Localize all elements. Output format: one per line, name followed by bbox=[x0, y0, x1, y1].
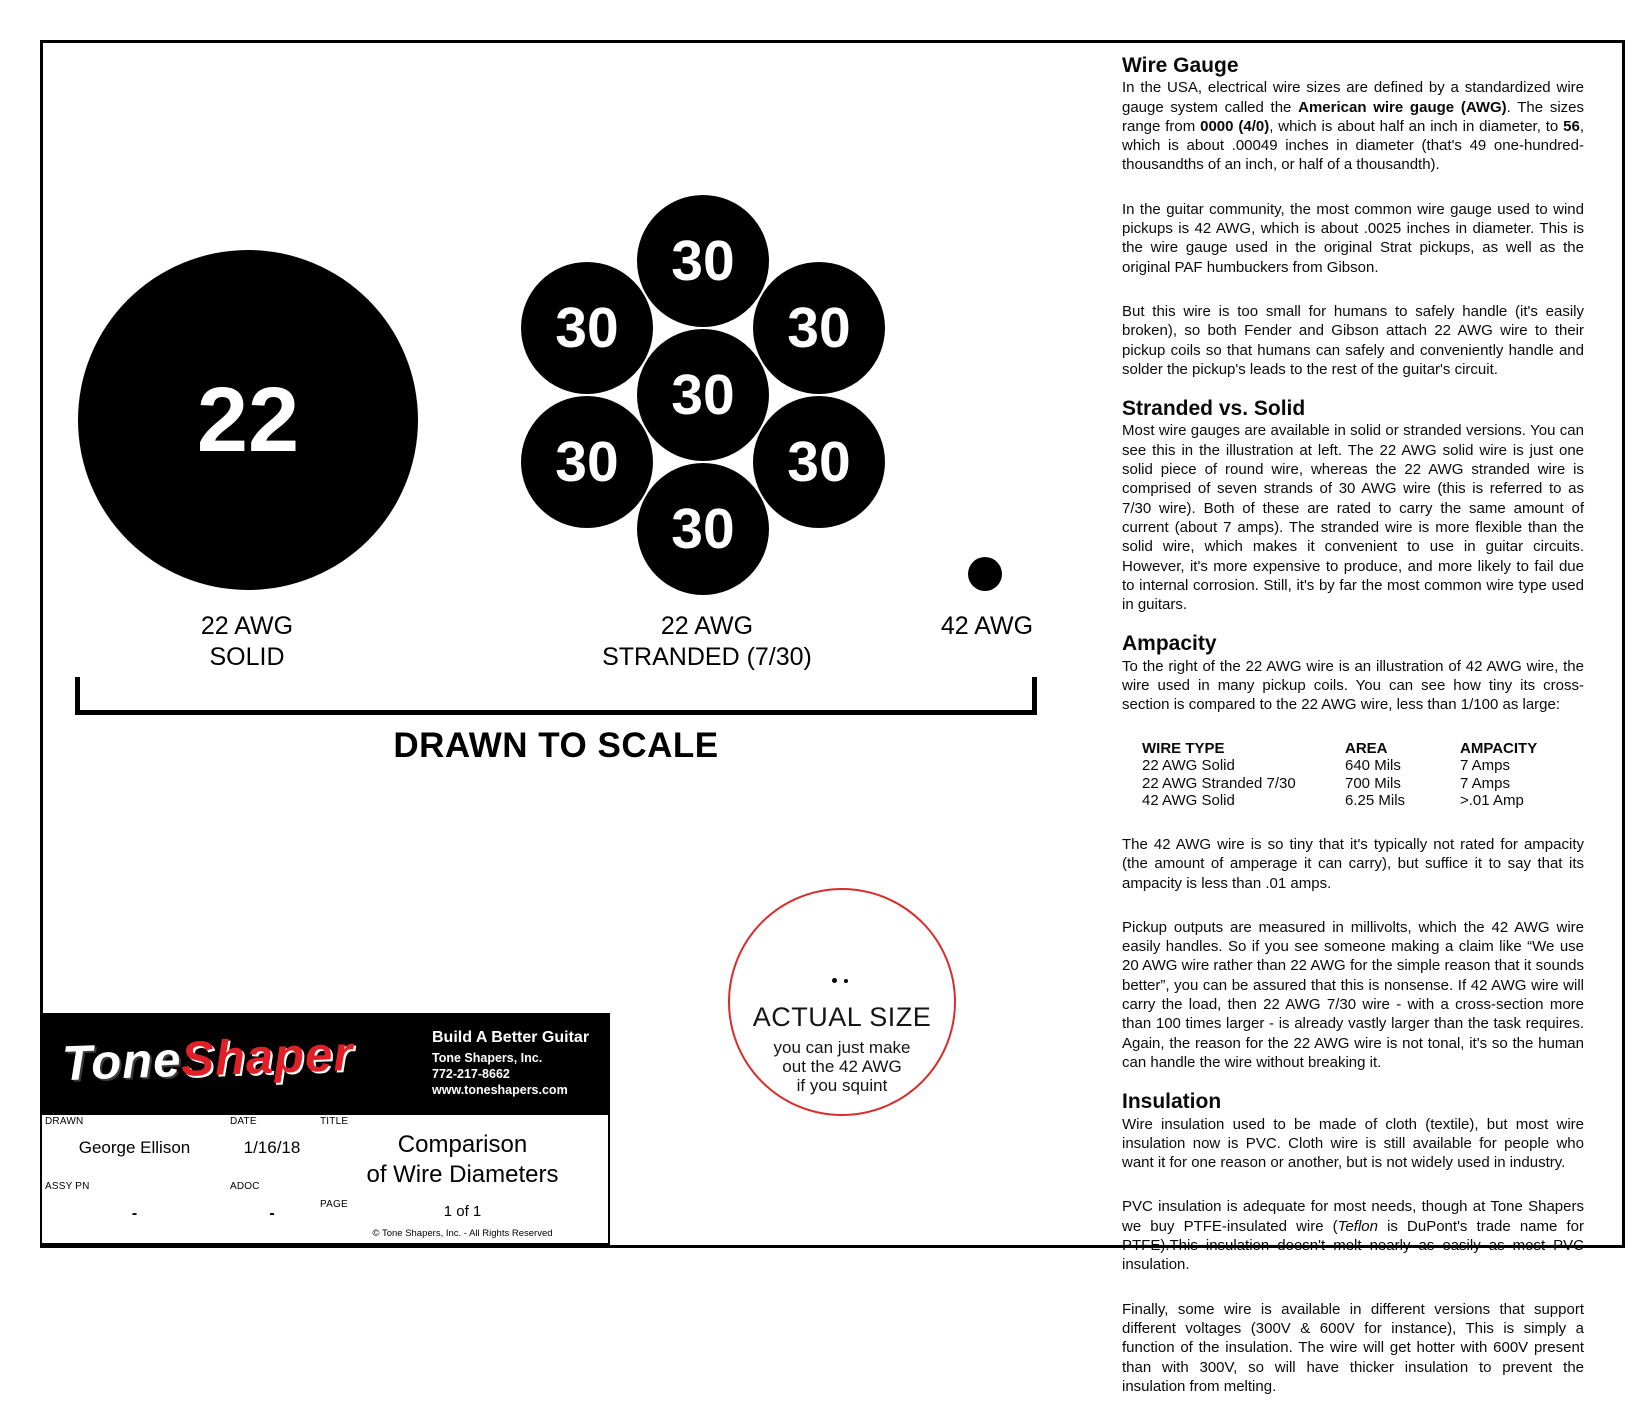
titleblock-cell-adoc bbox=[227, 1180, 317, 1247]
caption-stranded bbox=[512, 611, 902, 673]
document-title bbox=[366, 1124, 558, 1190]
actual-size-note-line2: out the 42 AWG bbox=[782, 1057, 902, 1076]
adoc-value: - bbox=[269, 1204, 275, 1222]
paragraph: But this wire is too small for humans to safely handle (it's easily broken), so both Fender and Gibson attach 22 AWG wire to their pickup coils so that humans can safely and conveniently handle and solder the pickup's leads to the rest of the guitar's circuit. bbox=[1122, 302, 1584, 378]
logo-word-tone: Tone bbox=[61, 1032, 183, 1092]
table-cell: 22 AWG Solid bbox=[1142, 757, 1235, 775]
section-heading: Ampacity bbox=[1122, 632, 1217, 656]
document-title-line1: Comparison bbox=[397, 1130, 528, 1158]
table-cell: 7 Amps bbox=[1460, 757, 1511, 775]
logo-band bbox=[42, 1015, 608, 1115]
caption-solid-line2: SOLID bbox=[209, 643, 285, 671]
company-phone: 772-217-8662 bbox=[432, 1067, 510, 1081]
paragraph: In the guitar community, the most common wire gauge used to wind pickups is 42 AWG, which is about .0025 inches in diameter. This is the wire gauge used in the original Strat pickups, as well as the original PAF humbuckers from Gibson. bbox=[1122, 200, 1584, 276]
caption-solid bbox=[97, 611, 397, 673]
assy-pn-label: ASSY PN bbox=[45, 1181, 90, 1192]
actual-size-note bbox=[730, 1038, 954, 1095]
scale-bracket-tick-right bbox=[1032, 677, 1037, 715]
table-header-row bbox=[1142, 740, 1584, 758]
strand-circle: 30 bbox=[753, 396, 885, 528]
document-title-line2: of Wire Diameters bbox=[366, 1160, 559, 1188]
table-cell: AMPACITY bbox=[1460, 739, 1538, 757]
strand-circle: 30 bbox=[521, 396, 653, 528]
section-heading: Wire Gauge bbox=[1122, 54, 1239, 77]
drawn-label: DRAWN bbox=[45, 1116, 84, 1127]
paragraph: Most wire gauges are available in solid or stranded versions. You can see this in the illustration at left. The 22 AWG solid wire is just one solid piece of round wire, whereas the 22 AWG stranded wire is comprised of seven strands of 30 AWG wire (this is referred to as 7/30 wire). Both of these are rated to carry the same amount of current (about 7 amps). The stranded wire is more flexible than the solid wire, which makes it convenient to use in guitar circuits. However, it's more expensive to produce, and more likely to fail due to internal corrosion. Still, it's by far the most common wire type used in guitars. bbox=[1122, 422, 1584, 614]
table-cell: WIRE TYPE bbox=[1142, 739, 1225, 757]
strand-circle: 30 bbox=[637, 463, 769, 595]
paragraph: PVC insulation is adequate for most needs, though at Tone Shapers we buy PTFE-insulated wire (Teflon is DuPont's trade name for PTFE).This insulation doesn't melt nearly as easily as most PVC insulation. bbox=[1122, 1198, 1584, 1274]
caption-solid-line1: 22 AWG bbox=[200, 612, 294, 640]
solid-wire-circle bbox=[78, 250, 418, 590]
section-heading: Stranded vs. Solid bbox=[1122, 397, 1306, 421]
date-label: DATE bbox=[230, 1116, 257, 1127]
actual-size-dot-22awg bbox=[832, 978, 837, 983]
company-name: Tone Shapers, Inc. bbox=[432, 1051, 543, 1065]
actual-size-dot-42awg bbox=[844, 979, 848, 983]
caption-tiny-line1: 42 AWG bbox=[940, 612, 1034, 640]
table-cell: 22 AWG Stranded 7/30 bbox=[1142, 774, 1296, 792]
caption-stranded-line1: 22 AWG bbox=[660, 612, 754, 640]
table-cell: AREA bbox=[1345, 739, 1388, 757]
titleblock-cell-date bbox=[227, 1115, 317, 1180]
title-label: TITLE bbox=[320, 1116, 349, 1127]
strand-circle: 30 bbox=[521, 262, 653, 394]
table-cell: 42 AWG Solid bbox=[1142, 792, 1235, 810]
table-cell: >.01 Amp bbox=[1460, 792, 1524, 810]
strand-circle: 30 bbox=[753, 262, 885, 394]
paragraph: Pickup outputs are measured in millivolts, which the 42 AWG wire easily handles. So if you see someone making a claim like “We use 20 AWG wire rather than 22 AWG for the simple reason that it sounds better”, you can be assured that this is nonsense. If 42 AWG wire will carry the load, then 22 AWG 7/30 wire - with a cross-section more than 100 times larger - is already vastly larger than the task requires. Again, the reason for the 22 AWG wire is not tonal, it's so the human can handle the wire without breaking it. bbox=[1122, 918, 1584, 1071]
adoc-label: ADOC bbox=[230, 1181, 260, 1192]
solid-wire-number: 22 bbox=[196, 368, 300, 471]
scale-bracket-line bbox=[75, 710, 1037, 715]
titleblock-cell-title bbox=[317, 1115, 608, 1198]
logo-word-shaper: Shaper bbox=[180, 1026, 355, 1087]
drawn-value: George Ellison bbox=[78, 1137, 191, 1157]
table-cell: 7 Amps bbox=[1460, 774, 1511, 792]
toneshaper-logo bbox=[61, 1026, 354, 1092]
table-cell: 6.25 Mils bbox=[1345, 792, 1406, 810]
logo-contact-block bbox=[432, 1029, 589, 1098]
assy-pn-value: - bbox=[131, 1204, 138, 1222]
article bbox=[1122, 56, 1584, 1421]
tiny-wire-dot-42awg bbox=[968, 557, 1002, 591]
paragraph: Wire insulation used to be made of cloth (textile), but most wire insulation now is PVC. Cloth wire is still available for people who want it for one reason or another, but is not widely used in industry. bbox=[1122, 1115, 1584, 1172]
titleblock-cell-page bbox=[317, 1198, 608, 1224]
caption-stranded-line2: STRANDED (7/30) bbox=[602, 643, 812, 671]
logo-tagline: Build A Better Guitar bbox=[432, 1029, 590, 1046]
paragraph: To the right of the 22 AWG wire is an illustration of 42 AWG wire, the wire used in many pickup coils. You can see how tiny its cross-section is compared to the 22 AWG wire, less than 1/100 as large: bbox=[1122, 657, 1584, 714]
copyright-text: © Tone Shapers, Inc. - All Rights Reserved bbox=[372, 1228, 553, 1239]
table-row bbox=[1142, 757, 1584, 775]
table-cell: 640 Mils bbox=[1345, 757, 1401, 775]
table-row bbox=[1142, 775, 1584, 793]
ampacity-table bbox=[1142, 740, 1584, 810]
actual-size-title: ACTUAL SIZE bbox=[752, 1002, 932, 1032]
paragraph: In the USA, electrical wire sizes are defined by a standardized wire gauge system called the American wire gauge (AWG). The sizes range from 0000 (4/0), which is about half an inch in diameter, to 56, which is about .00049 inches in diameter (that's 49 one-hundred-thousandths of an inch, or half of a thousandth). bbox=[1122, 79, 1584, 174]
paragraph: Finally, some wire is available in different versions that support different voltages (300V & 600V for instance), This is simply a function of the insulation. The wire will get hotter with 600V present than with 300V, so will have thicker insulation to prevent the insulation from melting. bbox=[1122, 1300, 1584, 1395]
actual-size-note-line3: if you squint bbox=[796, 1076, 888, 1095]
titleblock-cell-assy-pn bbox=[42, 1180, 227, 1247]
paragraph: The 42 AWG wire is so tiny that it's typically not rated for ampacity (the amount of amperage it can carry), but suffice it to say that its ampacity is less than .01 amps. bbox=[1122, 835, 1584, 892]
strand-circle: 30 bbox=[637, 329, 769, 461]
table-cell: 700 Mils bbox=[1345, 774, 1401, 792]
table-row bbox=[1142, 792, 1584, 810]
titleblock-cell-copyright bbox=[317, 1224, 608, 1243]
drawn-to-scale-label: DRAWN TO SCALE bbox=[393, 726, 719, 765]
title-block bbox=[40, 1013, 610, 1245]
caption-tiny bbox=[887, 611, 1087, 642]
actual-size-note-line1: you can just make bbox=[773, 1038, 911, 1057]
strand-circle: 30 bbox=[637, 195, 769, 327]
section-heading: Insulation bbox=[1122, 1090, 1222, 1114]
page-label: PAGE bbox=[320, 1199, 348, 1210]
page-value: 1 of 1 bbox=[443, 1202, 482, 1220]
company-website: www.toneshapers.com bbox=[432, 1083, 568, 1097]
date-value: 1/16/18 bbox=[243, 1137, 301, 1157]
scale-bracket-tick-left bbox=[75, 677, 80, 715]
titleblock-cell-drawn bbox=[42, 1115, 227, 1180]
actual-size-circle bbox=[728, 888, 956, 1116]
